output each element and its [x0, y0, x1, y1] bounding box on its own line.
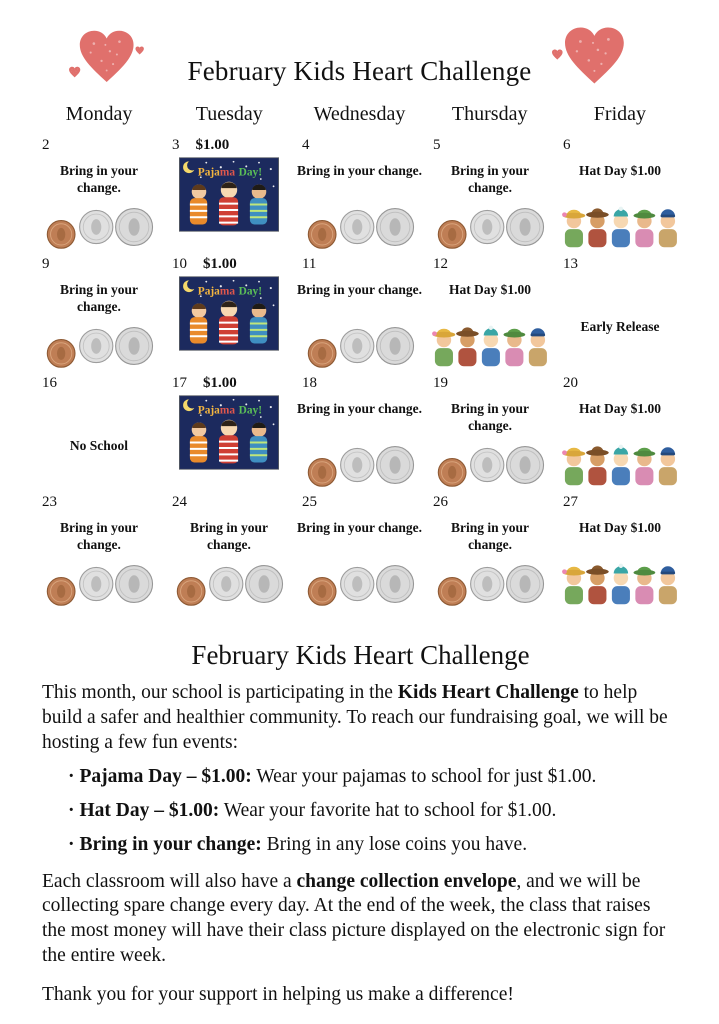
date-number: 11: [301, 256, 317, 272]
calendar-grid: [34, 134, 685, 610]
day-header-friday: Friday: [593, 103, 646, 125]
calendar-cell: [164, 491, 294, 610]
day-activity-label: Bring in your change.: [189, 520, 268, 552]
day-activity-label: No School: [69, 438, 129, 453]
day-activity-label: Bring in your change.: [59, 520, 138, 552]
date-number: 20: [563, 375, 578, 391]
calendar-cell: [555, 253, 685, 372]
hat-day-image: [561, 431, 679, 487]
date-number: 24: [171, 494, 187, 510]
calendar-cell: [555, 372, 685, 491]
day-header-monday: Monday: [65, 103, 133, 125]
coins-image: [434, 441, 546, 489]
day-activity-label: Bring in your change.: [296, 520, 423, 535]
calendar-week: [34, 253, 685, 372]
day-activity-label: Bring in your change.: [59, 282, 138, 314]
calendar-cell: [34, 253, 164, 372]
event-name: Bring in your change:: [79, 833, 262, 855]
coins-image: [173, 560, 285, 608]
calendar-week: [34, 134, 685, 253]
date-number: 13: [563, 256, 578, 272]
event-name: Pajama Day – $1.00:: [79, 766, 252, 788]
pajama-day-image: [179, 157, 279, 232]
day-activity-label: Hat Day $1.00: [578, 163, 662, 178]
day-activity-label: Bring in your change.: [296, 163, 423, 178]
pajama-day-image: [179, 276, 279, 351]
coins-image: [43, 560, 155, 608]
day-header-tuesday: Tuesday: [195, 103, 263, 125]
day-activity-label: Early Release: [580, 319, 660, 334]
day-activity-label: Bring in your change.: [450, 401, 529, 433]
price-label: $1.00: [202, 256, 237, 272]
hat-day-image: [431, 312, 549, 368]
date-number: 4: [301, 137, 310, 153]
day-activity-label: Bring in your change.: [450, 163, 529, 195]
hat-day-image: [561, 193, 679, 249]
calendar-cell: [294, 134, 425, 253]
day-header-row: [34, 103, 685, 126]
date-number: 27: [563, 494, 578, 510]
day-activity-label: Bring in your change.: [450, 520, 529, 552]
coins-image: [304, 322, 416, 370]
date-number: 25: [301, 494, 317, 510]
coins-image: [434, 203, 546, 251]
envelope-text-bold: change collection envelope: [296, 870, 517, 892]
intro-paragraph: [42, 681, 679, 755]
calendar-cell: [294, 372, 425, 491]
event-description: Bring in any lose coins you have.: [261, 833, 528, 855]
intro-text-post: to help build a safer and healthier community. To reach our fundraising goal, we will be hosting a few fun events:: [42, 682, 668, 753]
list-item: [42, 799, 679, 824]
day-activity-label: Bring in your change.: [59, 163, 138, 195]
calendar-cell: [294, 253, 425, 372]
calendar-week: [34, 491, 685, 610]
bullet-dot: ·: [68, 766, 75, 788]
coins-image: [304, 203, 416, 251]
date-number: 26: [433, 494, 449, 510]
date-number: 10: [171, 256, 187, 272]
event-description: Wear your pajamas to school for just $1.00.: [251, 766, 597, 788]
list-item: [42, 765, 679, 790]
hat-day-image: [561, 550, 679, 606]
bullet-dot: ·: [68, 800, 75, 821]
calendar-week: [34, 372, 685, 491]
calendar-cell: [555, 491, 685, 610]
calendar-cell: [294, 491, 425, 610]
calendar-cell: [425, 372, 555, 491]
coins-image: [304, 441, 416, 489]
event-name: Hat Day – $1.00:: [79, 800, 220, 821]
day-header-wednesday: Wednesday: [313, 103, 406, 125]
calendar-cell: [425, 253, 555, 372]
date-number: 18: [301, 375, 317, 391]
calendar-cell: [555, 134, 685, 253]
heart-decoration-left-icon: [68, 24, 148, 98]
calendar-cell: [34, 372, 164, 491]
price-label: $1.00: [202, 375, 237, 391]
calendar-cell: [425, 491, 555, 610]
date-number: 5: [433, 137, 441, 153]
bullet-dot: ·: [68, 833, 75, 855]
envelope-text-post: , and we will be collecting spare change every day. At the end of the week, the class that raises the most money will have their class picture displayed on the electronic sign for the entire week.: [42, 870, 666, 966]
coins-image: [43, 203, 155, 251]
page-title: February Kids Heart Challenge: [187, 56, 532, 86]
day-activity-label: Hat Day $1.00: [448, 282, 532, 297]
calendar-cell: [34, 491, 164, 610]
event-description: Wear your favorite hat to school for $1.00.: [219, 800, 557, 821]
calendar-cell: [164, 134, 294, 253]
calendar-cell: [164, 253, 294, 372]
intro-text-pre: This month, our school is participating in the: [42, 682, 398, 703]
date-number: 3: [171, 137, 180, 153]
envelope-text-pre: Each classroom will also have a: [42, 870, 297, 892]
date-number: 16: [42, 375, 57, 391]
coins-image: [434, 560, 546, 608]
calendar-cell: [34, 134, 164, 253]
price-label: $1.00: [195, 137, 230, 153]
date-number: 2: [42, 137, 50, 153]
day-activity-label: Hat Day $1.00: [578, 520, 662, 535]
coins-image: [43, 322, 155, 370]
heart-decoration-right-icon: [551, 20, 635, 98]
thanks-paragraph: Thank you for your support in helping us make a difference!: [42, 983, 514, 1005]
calendar-cell: [164, 372, 294, 491]
day-activity-label: Bring in your change.: [296, 282, 423, 297]
day-activity-label: Hat Day $1.00: [578, 401, 662, 416]
envelope-paragraph: [42, 870, 679, 969]
article: [0, 640, 719, 1007]
date-number: 9: [42, 256, 50, 272]
date-number: 23: [42, 494, 57, 510]
event-list: [42, 765, 679, 857]
date-number: 12: [433, 256, 449, 272]
date-number: 6: [563, 137, 571, 153]
pajama-day-image: [179, 395, 279, 470]
calendar-cell: [425, 134, 555, 253]
intro-text-bold: Kids Heart Challenge: [397, 682, 579, 703]
day-header-thursday: Thursday: [451, 103, 528, 125]
article-title: February Kids Heart Challenge: [191, 640, 530, 670]
day-activity-label: Bring in your change.: [296, 401, 423, 416]
list-item: [42, 833, 679, 858]
coins-image: [304, 560, 416, 608]
date-number: 19: [433, 375, 449, 391]
date-number: 17: [171, 375, 187, 391]
